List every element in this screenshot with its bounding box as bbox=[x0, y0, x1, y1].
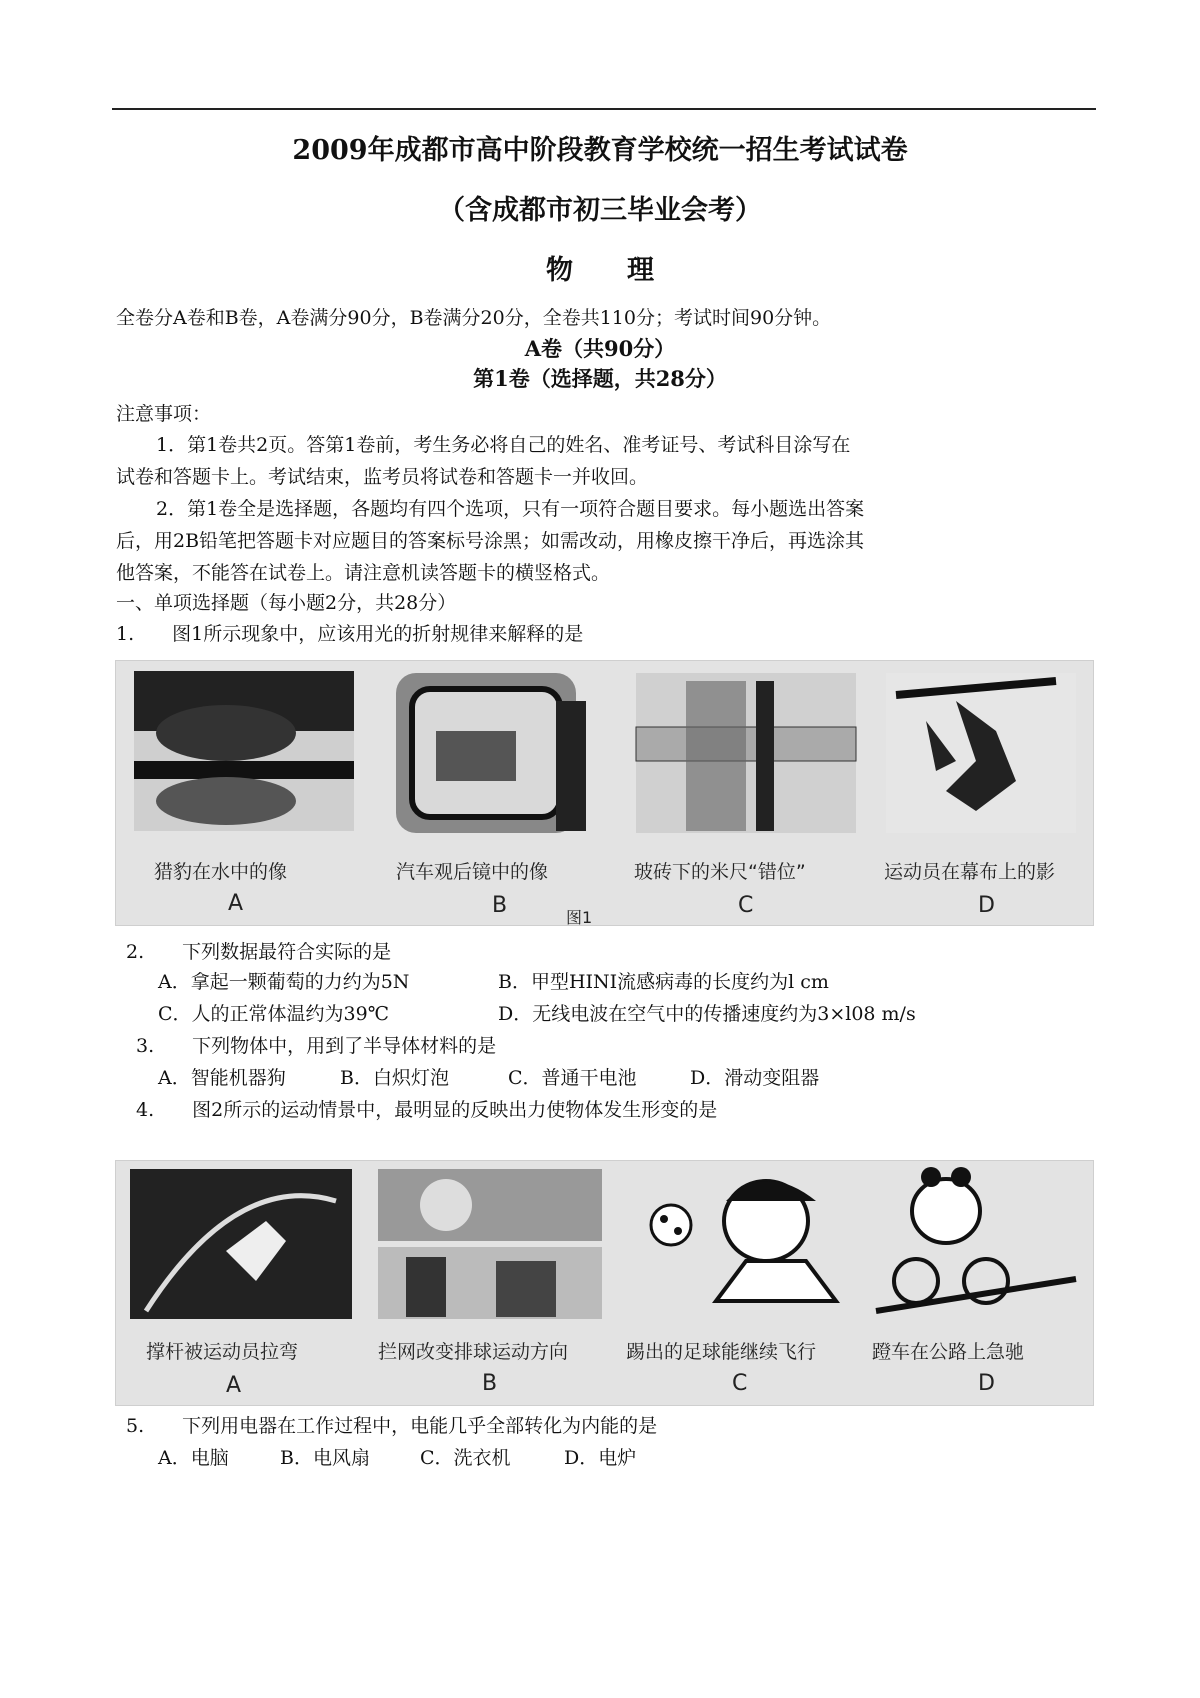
q1-letter-d: D bbox=[978, 893, 995, 918]
part1-heading: 第1卷（选择题，共28分） bbox=[473, 366, 727, 391]
q4-stem: 4. 图2所示的运动情景中，最明显的反映出力使物体发生形变的是 bbox=[136, 1099, 718, 1121]
q3-option-d: D．滑动变阻器 bbox=[690, 1067, 820, 1089]
q4-caption-c: 踢出的足球能继续飞行 bbox=[626, 1341, 817, 1363]
notice-item1-line2: 试卷和答题卡上。考试结束，监考员将试卷和答题卡一并收回。 bbox=[116, 466, 649, 488]
figure-1-illustrations bbox=[116, 661, 1093, 925]
notice-item1-line1: 1．第1卷共2页。答第1卷前，考生务必将自己的姓名、准考证号、考试科目涂写在 bbox=[156, 434, 851, 456]
q3-option-c: C．普通干电池 bbox=[508, 1067, 637, 1089]
figure-2-illustrations bbox=[116, 1161, 1093, 1405]
q2-option-c: C．人的正常体温约为39℃ bbox=[158, 1003, 389, 1025]
notice-item2-line2: 后，用2B铅笔把答题卡对应题目的答案标号涂黑；如需改动，用橡皮擦干净后，再选涂其 bbox=[116, 530, 865, 552]
q1-letter-c: C bbox=[738, 893, 754, 918]
q2-option-a: A．拿起一颗葡萄的力约为5N bbox=[158, 971, 410, 993]
q5-option-a: A．电脑 bbox=[158, 1447, 229, 1469]
q1-caption-c: 玻砖下的米尺“错位” bbox=[634, 861, 806, 883]
top-rule bbox=[112, 108, 1096, 110]
figure-1-label: 图1 bbox=[566, 908, 593, 926]
q1-caption-d: 运动员在幕布上的影 bbox=[884, 861, 1056, 883]
section-a-heading: A卷（共90分） bbox=[524, 336, 676, 361]
q4-letter-d: D bbox=[978, 1371, 995, 1396]
q1-stem: 1. 图1所示现象中，应该用光的折射规律来解释的是 bbox=[116, 623, 584, 645]
subject-title: 物 理 bbox=[546, 255, 654, 286]
q5-option-b: B．电风扇 bbox=[280, 1447, 370, 1469]
q5-option-c: C．洗衣机 bbox=[420, 1447, 511, 1469]
q2-option-b: B．甲型HINI流感病毒的长度约为l cm bbox=[498, 971, 829, 993]
q2-option-d: D．无线电波在空气中的传播速度约为3×l08 m/s bbox=[498, 1003, 916, 1025]
q1-letter-a: A bbox=[228, 891, 244, 916]
q1-caption-b: 汽车观后镜中的像 bbox=[396, 861, 549, 883]
figure-2 bbox=[115, 1160, 1094, 1406]
exam-subtitle: （含成都市初三毕业会考） bbox=[438, 195, 762, 226]
q1-caption-a: 猎豹在水中的像 bbox=[154, 861, 288, 883]
q3-option-a: A．智能机器狗 bbox=[158, 1067, 286, 1089]
q3-option-b: B．白炽灯泡 bbox=[340, 1067, 449, 1089]
q2-stem: 2. 下列数据最符合实际的是 bbox=[126, 941, 392, 963]
q4-caption-b: 拦网改变排球运动方向 bbox=[378, 1341, 569, 1363]
exam-title: 2009年成都市高中阶段教育学校统一招生考试试卷 bbox=[292, 135, 908, 166]
q5-option-d: D．电炉 bbox=[564, 1447, 637, 1469]
notice-item2-line3: 他答案，不能答在试卷上。请注意机读答题卡的横竖格式。 bbox=[116, 562, 611, 584]
figure-1 bbox=[115, 660, 1094, 926]
intro-text: 全卷分A卷和B卷，A卷满分90分，B卷满分20分，全卷共110分；考试时间90分钟。 bbox=[116, 307, 832, 329]
q5-stem: 5. 下列用电器在工作过程中，电能几乎全部转化为内能的是 bbox=[126, 1415, 658, 1437]
q4-letter-b: B bbox=[482, 1371, 498, 1396]
notice-heading: 注意事项： bbox=[116, 403, 212, 425]
q1-letter-b: B bbox=[492, 893, 508, 918]
section1-title: 一、单项选择题（每小题2分，共28分） bbox=[116, 592, 457, 614]
q4-caption-a: 撑杆被运动员拉弯 bbox=[146, 1341, 299, 1363]
q3-stem: 3. 下列物体中，用到了半导体材料的是 bbox=[136, 1035, 497, 1057]
q4-letter-a: A bbox=[226, 1373, 242, 1398]
q4-letter-c: C bbox=[732, 1371, 748, 1396]
q4-caption-d: 蹬车在公路上急驰 bbox=[872, 1341, 1025, 1363]
notice-item2-line1: 2．第1卷全是选择题，各题均有四个选项，只有一项符合题目要求。每小题选出答案 bbox=[156, 498, 865, 520]
